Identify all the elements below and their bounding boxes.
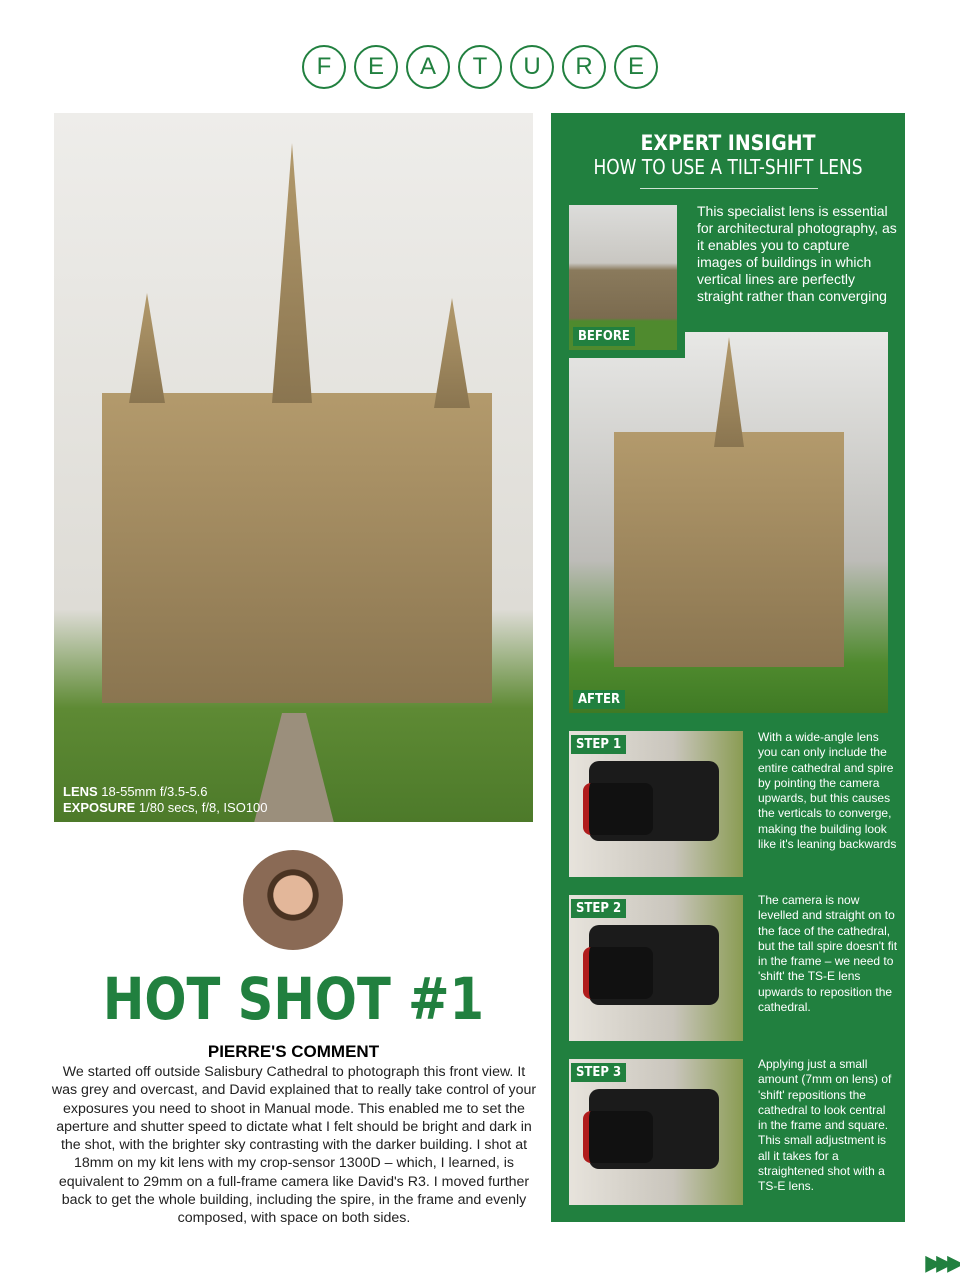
exposure-value: 1/80 secs, f/8, ISO100	[138, 800, 268, 815]
cathedral-facade	[614, 432, 844, 667]
step-3-label: STEP 3	[571, 1063, 626, 1082]
step-2-text: The camera is now levelled and straight on to the face of the cathedral, but the tall spire doesn't fit in the frame – we need to 'shift' the TS-E lens upwards to reposition the cathedral.	[758, 893, 898, 1015]
expert-insight-box	[551, 113, 905, 1222]
author-avatar	[243, 850, 343, 950]
feature-letter: F	[302, 45, 346, 89]
lens-label: LENS	[63, 784, 98, 799]
divider	[640, 188, 818, 189]
section-header-feature	[0, 45, 960, 89]
lens	[583, 947, 653, 999]
feature-letter: R	[562, 45, 606, 89]
step-1-photo	[569, 731, 743, 877]
cathedral-tower	[434, 298, 470, 408]
feature-letter: E	[614, 45, 658, 89]
exposure-label: EXPOSURE	[63, 800, 136, 815]
lens	[583, 783, 653, 835]
cathedral-facade	[102, 393, 492, 703]
article-title: HOT SHOT #1	[102, 965, 485, 1033]
lens-value: 18-55mm f/3.5-5.6	[101, 784, 208, 799]
cathedral-tower	[129, 293, 165, 403]
feature-letter: A	[406, 45, 450, 89]
photo-caption	[63, 784, 268, 816]
before-label: BEFORE	[573, 327, 635, 346]
insight-subtitle: HOW TO USE A TILT-SHIFT LENS	[593, 155, 863, 179]
before-photo	[569, 205, 685, 358]
cathedral-spire	[714, 337, 744, 447]
cathedral-spire	[272, 143, 312, 403]
feature-letter: T	[458, 45, 502, 89]
article-body: We started off outside Salisbury Cathedral to photograph this front view. It was grey and overcast, and David explained that to really take control of your exposures you need to shoot in Manual mode. This enabled me to set the aperture and shutter speed to dictate what I felt should be bright and dark in the shot, with the brighter sky contrasting with the darker building. I shot at 18mm on my kit lens with my crop-sensor 1300D – which, I learned, is equivalent to 29mm on a full-frame camera like David's R3. I moved further back to get the whole building, including the spire, in the frame and evenly composed, with space on both sides.	[51, 1064, 537, 1227]
step-1-text: With a wide-angle lens you can only include the entire cathedral and spire by pointing the camera upwards, but this causes the verticals to converge, making the building look like it's leaning backwards	[758, 730, 897, 852]
feature-letter: U	[510, 45, 554, 89]
insight-title: EXPERT INSIGHT	[640, 131, 816, 155]
main-cathedral-photo	[54, 113, 533, 822]
lens	[583, 1111, 653, 1163]
feature-letter: E	[354, 45, 398, 89]
step-2-photo	[569, 895, 743, 1041]
step-2-label: STEP 2	[571, 899, 626, 918]
step-3-photo	[569, 1059, 743, 1205]
after-photo	[569, 332, 888, 713]
step-1-label: STEP 1	[571, 735, 626, 754]
insight-intro: This specialist lens is essential for architectural photography, as it enables you to capture images of buildings in which vertical lines are perfectly straight rather than converging	[697, 203, 897, 304]
next-page-arrows-icon[interactable]: ▶▶▶	[925, 1251, 958, 1276]
after-label: AFTER	[573, 690, 625, 709]
comment-heading: PIERRE'S COMMENT	[207, 1042, 380, 1061]
step-3-text: Applying just a small amount (7mm on lens) of 'shift' repositions the cathedral to look central in the frame and square. This small adjustment is all it takes for a straightened shot with a TS-E lens.	[758, 1057, 892, 1194]
